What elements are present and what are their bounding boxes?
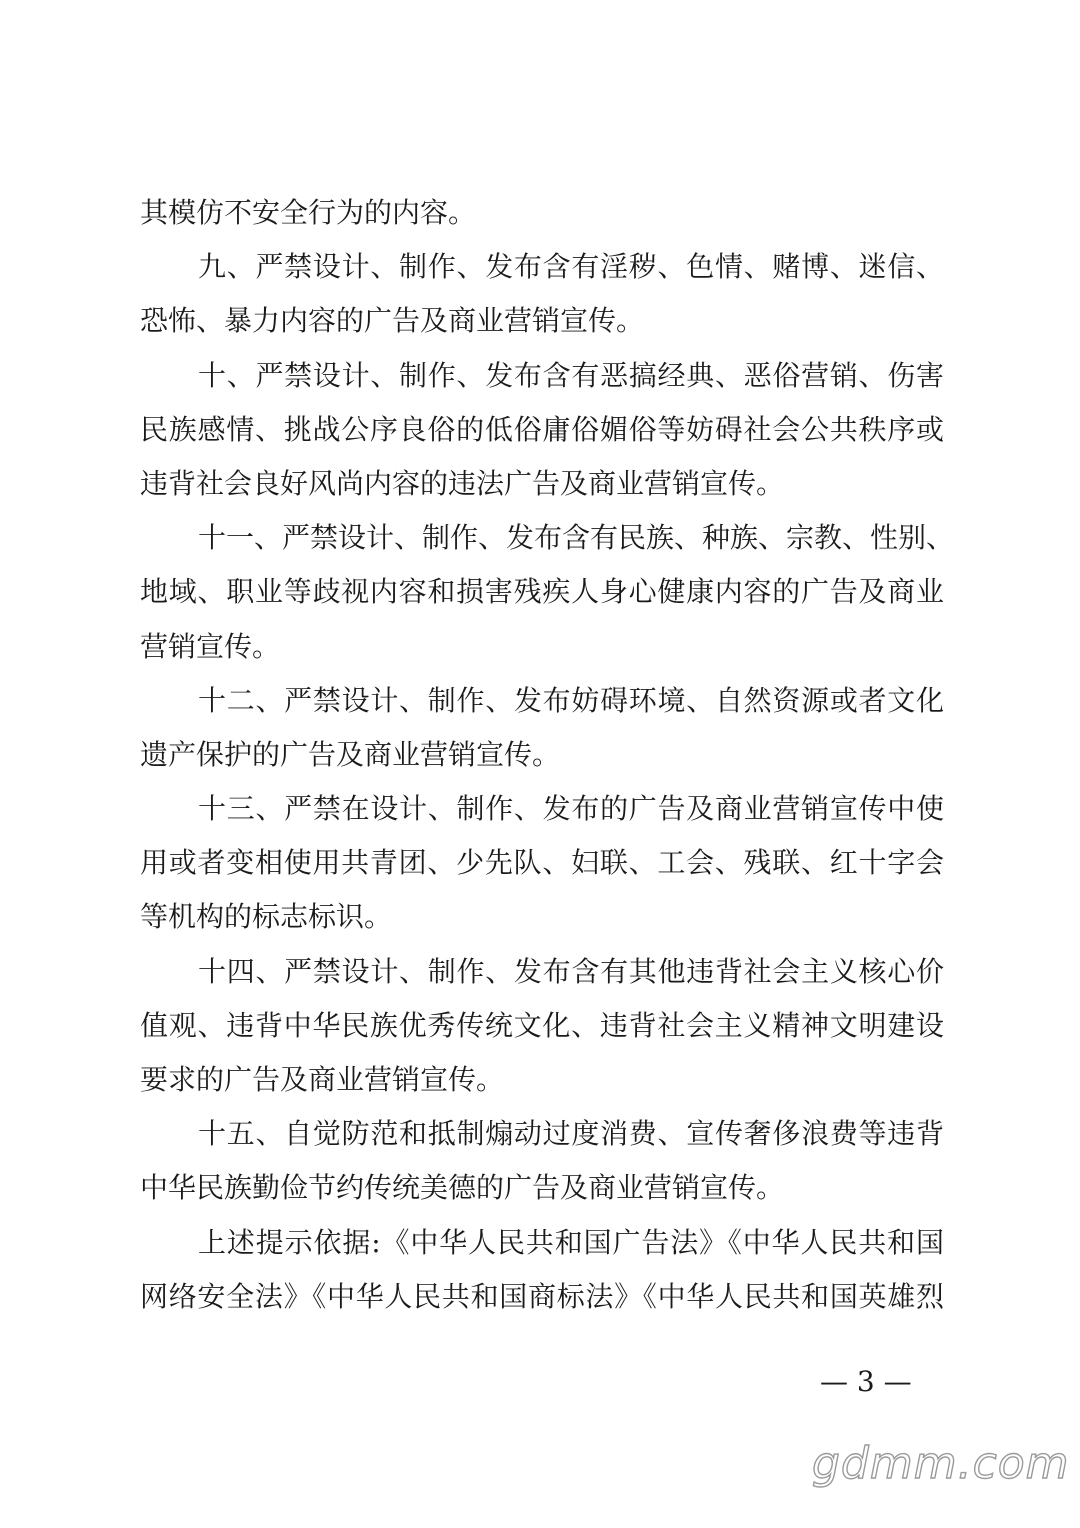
text-line: 要求的广告及商业营销宣传。 <box>140 1063 505 1096</box>
text-line: 用或者变相使用共青团、少先队、妇联、工会、残联、红十字会 <box>140 846 944 880</box>
text-line: 上述提示依据:《中华人民共和国广告法》《中华人民共和国 <box>198 1225 944 1259</box>
text-line: 十一、严禁设计、制作、发布含有民族、种族、宗教、性别、 <box>198 521 955 555</box>
text-line: 网络安全法》《中华人民共和国商标法》《中华人民共和国英雄烈 <box>140 1279 944 1313</box>
text-line: 十五、自觉防范和抵制煽动过度消费、宣传奢侈浪费等违背 <box>198 1117 944 1151</box>
text-line: 十三、严禁在设计、制作、发布的广告及商业营销宣传中使 <box>198 792 944 826</box>
text-line: 等机构的标志标识。 <box>140 900 393 934</box>
document-body <box>140 186 955 1324</box>
text-line: 十、严禁设计、制作、发布含有恶搞经典、恶俗营销、伤害 <box>198 358 944 392</box>
text-line: 地域、职业等歧视内容和损害残疾人身心健康内容的广告及商业 <box>140 575 944 609</box>
text-line: 遗产保护的广告及商业营销宣传。 <box>140 737 561 771</box>
text-line: 中华民族勤俭节约传统美德的广告及商业营销宣传。 <box>140 1171 785 1205</box>
text-line: 违背社会良好风尚内容的违法广告及商业营销宣传。 <box>140 466 785 500</box>
text-line: 值观、违背中华民族优秀传统文化、违背社会主义精神文明建设 <box>140 1008 944 1042</box>
text-line: 恐怖、暴力内容的广告及商业营销宣传。 <box>140 304 645 338</box>
page-number: — 3 — <box>820 1365 912 1398</box>
text-line: 十二、严禁设计、制作、发布妨碍环境、自然资源或者文化 <box>198 683 944 717</box>
text-line: 九、严禁设计、制作、发布含有淫秽、色情、赌博、迷信、 <box>198 250 944 284</box>
text-line: 其模仿不安全行为的内容。 <box>140 196 477 229</box>
text-line: 十四、严禁设计、制作、发布含有其他违背社会主义核心价 <box>198 954 944 988</box>
watermark: gdmm.com <box>812 1438 1070 1489</box>
text-line: 民族感情、挑战公序良俗的低俗庸俗媚俗等妨碍社会公共秩序或 <box>140 412 944 446</box>
text-line: 营销宣传。 <box>140 629 281 663</box>
